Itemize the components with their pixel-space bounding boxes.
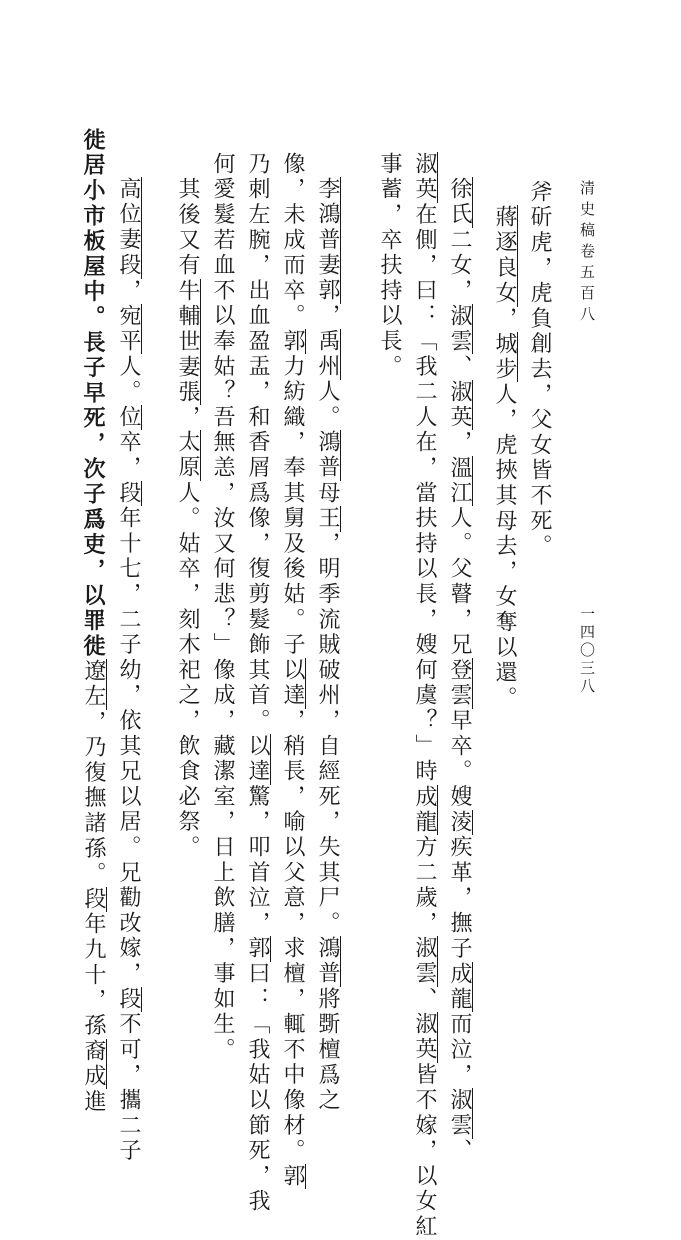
proper-noun: 淩: [447, 809, 472, 836]
text-run: 不可，攜二子: [116, 1012, 141, 1165]
text-run: 人。: [315, 379, 340, 431]
text-run: 皆不嫁，以女紅: [412, 1062, 437, 1240]
proper-noun: 淑雲: [412, 936, 437, 987]
text-run: 、: [412, 986, 437, 1013]
text-run: 在側，曰：「我二人在，當扶持以長，嫂何虞？」時: [412, 202, 437, 785]
text-run: 其後又有: [175, 152, 200, 279]
proper-noun: 牛輔世妻張: [175, 278, 200, 405]
text-column: [277, 152, 305, 1190]
text-run: 而泣，: [447, 1012, 472, 1089]
text-run: 人。姑卒，刻木祀之，飲食必祭。: [175, 480, 200, 861]
proper-noun: 成龍: [447, 961, 472, 1013]
running-title: 清史稿卷五百八: [578, 180, 596, 327]
text-column: [242, 152, 270, 1215]
proper-noun: 段: [116, 480, 141, 507]
text-run: 曰：「我姑以節死，我: [245, 961, 270, 1215]
proper-noun: 淑英: [412, 152, 437, 203]
text-run: 、: [447, 1138, 472, 1165]
text-column: [312, 152, 340, 1114]
text-column: [524, 180, 552, 1010]
text-run: 事蓄，卒扶持以長。: [377, 152, 402, 380]
text-run: 人。父瞽，兄: [447, 506, 472, 659]
proper-noun: 淑雲: [447, 1088, 472, 1139]
proper-noun: 宛平: [116, 303, 141, 355]
proper-noun: 以達: [245, 733, 270, 785]
page-number: 一四〇三八: [578, 606, 596, 696]
text-run: [315, 152, 340, 177]
proper-noun: 登雲: [447, 658, 472, 709]
proper-noun: 淑雲: [447, 303, 472, 355]
text-column: [207, 152, 235, 1063]
proper-noun: 王: [315, 506, 340, 532]
proper-noun: 淑英: [447, 379, 472, 431]
text-column: [444, 152, 472, 1165]
text-column: [113, 152, 141, 1165]
proper-noun: 鴻普: [315, 936, 340, 987]
proper-noun: 段: [116, 986, 141, 1013]
proper-noun: 高位妻段: [116, 177, 141, 279]
text-run: [116, 152, 141, 177]
text-run: 何愛髮若血不以奉姑？吾無恙，汝又何悲？」像成，藏潔室，日上飲膳，事如生。: [210, 152, 235, 1063]
text-run: ，: [447, 430, 472, 456]
proper-noun: 以達: [280, 658, 305, 709]
proper-noun: 淑英: [412, 1012, 437, 1063]
text-run: ，: [315, 303, 340, 330]
text-run: 方二歲，: [412, 835, 437, 937]
proper-noun: 徐氏: [447, 177, 472, 228]
text-run: 斧斫虎，虎負創去，父女皆不死。: [527, 180, 552, 560]
text-run: 徙居小市板屋中。長子早死，次子爲吏，以罪徙: [80, 128, 106, 660]
text-column: [374, 152, 402, 982]
text-run: [492, 180, 517, 205]
proper-noun: 成龍: [412, 784, 437, 836]
proper-noun: 溫江: [447, 455, 472, 507]
proper-noun: 裔成: [81, 1038, 106, 1090]
text-run: [447, 152, 472, 177]
text-run: 二女，: [447, 227, 472, 304]
proper-noun: 遼左: [81, 659, 106, 710]
proper-noun: 太原: [175, 430, 200, 481]
text-run: 人，虎挾其母去，女奪以還。: [492, 382, 517, 712]
proper-noun: 郭: [280, 329, 305, 355]
text-column: [409, 152, 437, 1240]
text-run: 像，未成而卒。: [280, 152, 305, 330]
text-column: [489, 180, 517, 1010]
text-column: [172, 152, 200, 982]
text-run: 年九十，孫: [81, 912, 106, 1039]
proper-noun: 郭: [280, 1164, 305, 1190]
proper-noun: 段: [81, 887, 106, 913]
text-run: 驚，叩首泣，: [245, 784, 270, 937]
text-run: ，稍長，喻以父意，求檀，輒不中像材。: [280, 708, 305, 1165]
text-run: 人。: [116, 354, 141, 406]
text-run: ，乃復撫諸孫。: [81, 709, 106, 888]
text-run: 年十七，二子幼，依其兄以居。兄勸改嫁，: [116, 506, 141, 987]
text-run: ，明季流賊破州，自經死，失其尸。: [315, 531, 340, 937]
proper-noun: 禹州: [315, 329, 340, 380]
text-run: 力紡織，奉其舅及後姑。子: [280, 354, 305, 659]
text-run: 、: [447, 354, 472, 380]
text-run: 卒，: [116, 430, 141, 481]
proper-noun: 郭: [245, 936, 270, 962]
text-run: 將斲檀爲之: [315, 987, 340, 1114]
proper-noun: 李鴻普妻郭: [315, 177, 340, 304]
text-run: 進: [81, 1089, 106, 1115]
text-run: 早卒。嫂: [447, 708, 472, 810]
text-run: ，: [116, 278, 141, 304]
text-run: 乃刺左腕，出血盈盂，和香屑爲像，復剪髮飾其首。: [245, 152, 270, 734]
text-run: 母: [315, 480, 340, 507]
proper-noun: 位: [116, 405, 141, 431]
proper-noun: 鴻普: [315, 430, 340, 481]
text-run: ，: [175, 405, 200, 431]
text-run: 疾革，撫子: [447, 835, 472, 962]
proper-noun: 城步: [492, 331, 517, 383]
text-run: ，: [492, 306, 517, 332]
text-column: [78, 128, 106, 1115]
proper-noun: 蔣逐良女: [492, 205, 517, 307]
